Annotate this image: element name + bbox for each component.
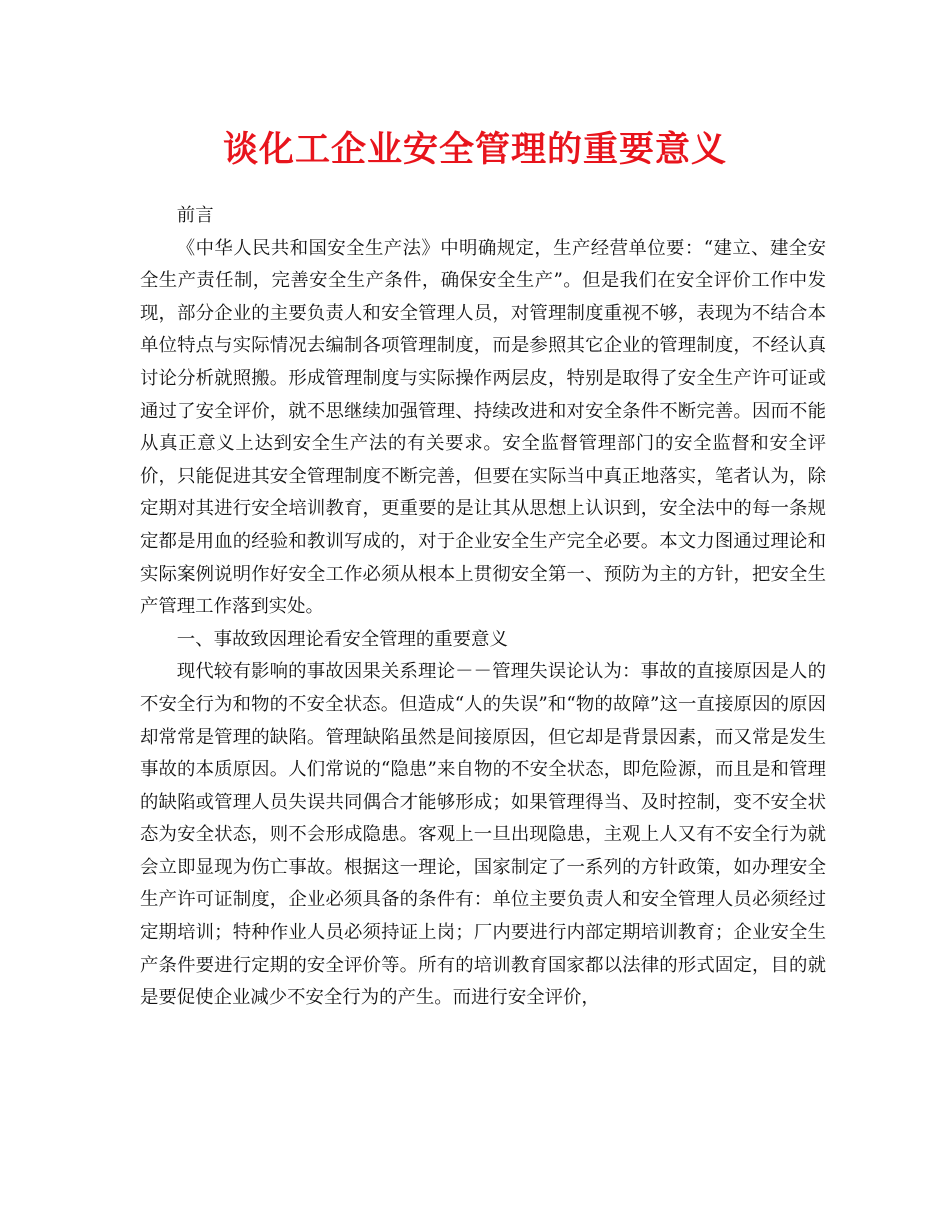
paragraph-preface-body: 《中华人民共和国安全生产法》中明确规定，生产经营单位要：“建立、建全安全生产责任制，完善安全生产条件，确保安全生产”。但是我们在安全评价工作中发现，部分企业的主要负责人和安全管理人员，对管理制度重视不够，表现为不结合本单位特点与实际情况去编制各项管理制度，而是参照其它企业的管理制度，不经认真讨论分析就照搬。形成管理制度与实际操作两层皮，特别是取得了安全生产许可证或通过了安全评价，就不思继续加强管理、持续改进和对安全条件不断完善。因而不能从真正意义上达到安全生产法的有关要求。安全监督管理部门的安全监督和安全评价，只能促进其安全管理制度不断完善，但要在实际当中真正地落实，笔者认为，除定期对其进行安全培训教育，更重要的是让其从思想上认识到，安全法中的每一条规定都是用血的经验和教训写成的，对于企业安全生产完全必要。本文力图通过理论和实际案例说明作好安全工作必须从根本上贯彻安全第一、预防为主的方针，把安全生产管理工作落到实处。: [140, 237, 826, 618]
section-heading-accident-theory: 一、事故致因理论看安全管理的重要意义: [176, 628, 508, 650]
document-body: [140, 200, 826, 1015]
paragraph-accident-theory-body: 现代较有影响的事故因果关系理论－－管理失误论认为：事故的直接原因是人的不安全行为和物的不安全状态。但造成“人的失误”和“物的故障”这一直接原因的原因却常常是管理的缺陷。管理缺陷虽然是间接原因，但它却是背景因素，而又常是发生事故的本质原因。人们常说的“隐患”来自物的不安全状态，即危险源，而且是和管理的缺陷或管理人员失误共同偶合才能够形成；如果管理得当、及时控制，变不安全状态为安全状态，则不会形成隐患。客观上一旦出现隐患，主观上人又有不安全行为就会立即显现为伤亡事故。根据这一理论，国家制定了一系列的方针政策，如办理安全生产许可证制度，企业必须具备的条件有：单位主要负责人和安全管理人员必须经过定期培训；特种作业人员必须持证上岗；厂内要进行内部定期培训教育；企业安全生产条件要进行定期的安全评价等。所有的培训教育国家都以法律的形式固定，目的就是要促使企业减少不安全行为的产生。而进行安全评价，: [140, 661, 826, 1009]
document-title: 谈化工企业安全管理的重要意义: [222, 129, 727, 170]
section-heading-preface: 前言: [176, 205, 214, 226]
